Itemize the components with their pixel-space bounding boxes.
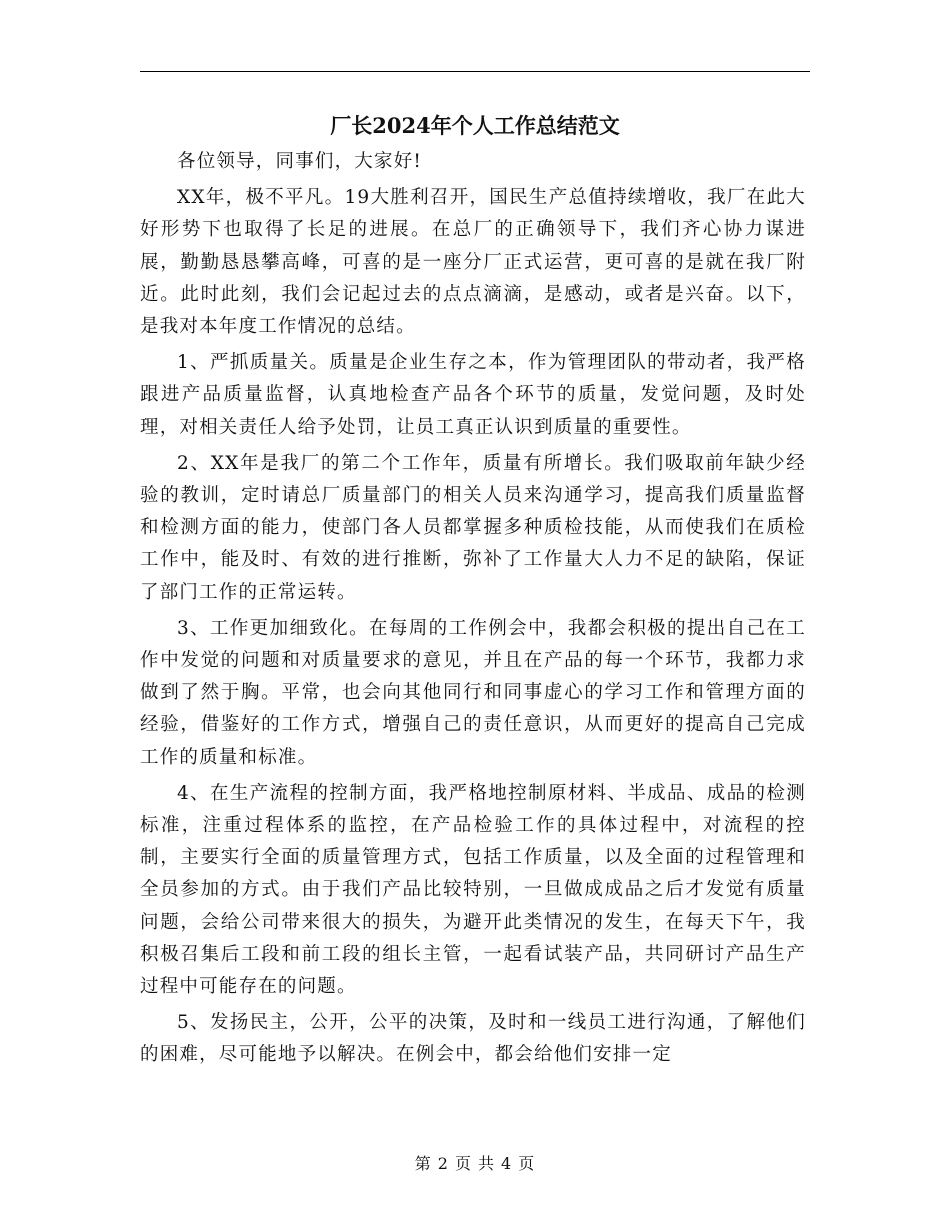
document-body <box>140 146 806 1076</box>
paragraph-item-5: 5、发扬民主，公开，公平的决策，及时和一线员工进行沟通，了解他们的困难，尽可能地予以解决。在例会中，都会给他们安排一定 <box>140 1012 806 1066</box>
footer-page-word: 页 <box>454 1154 472 1173</box>
footer-total-pages: 4 <box>501 1154 513 1173</box>
footer-total-word: 共 <box>478 1154 496 1173</box>
paragraph-item-3: 3、工作更加细致化。在每周的工作例会中，我都会积极的提出自己在工作中发觉的问题和对质量要求的意见，并且在产品的每一个环节，我都力求做到了然于胸。平常，也会向其他同行和同事虚心的学习工作和管理方面的经验，借鉴好的工作方式，增强自己的责任意识，从而更好的提高自己完成工作的质量和标准。 <box>140 617 806 768</box>
paragraph-item-4: 4、在生产流程的控制方面，我严格地控制原材料、半成品、成品的检测标准，注重过程体系的监控，在产品检验工作的具体过程中，对流程的控制，主要实行全面的质量管理方式，包括工作质量，以及全面的过程管理和全员参加的方式。由于我们产品比较特别，一旦做成成品之后才发觉有质量问题，会给公司带来很大的损失，为避开此类情况的发生，在每天下午，我积极召集后工段和前工段的组长主管，一起看试装产品，共同研讨产品生产过程中可能存在的问题。 <box>140 782 806 998</box>
footer-suffix: 页 <box>518 1154 536 1173</box>
footer-prefix: 第 <box>414 1154 432 1173</box>
document-title: 厂长2024年个人工作总结范文 <box>330 113 620 138</box>
header-rule <box>140 71 810 72</box>
paragraph-item-2: 2、XX年是我厂的第二个工作年，质量有所增长。我们吸取前年缺少经验的教训，定时请总厂质量部门的相关人员来沟通学习，提高我们质量监督和检测方面的能力，使部门各人员都掌握多种质检技能，从而使我们在质检工作中，能及时、有效的进行推断，弥补了工作量大人力不足的缺陷，保证了部门工作的正常运转。 <box>140 452 806 603</box>
footer-current-page: 2 <box>437 1154 449 1173</box>
paragraph-intro: XX年，极不平凡。19大胜利召开，国民生产总值持续增收，我厂在此大好形势下也取得了长足的进展。在总厂的正确领导下，我们齐心协力谋进展，勤勤恳恳攀高峰，可喜的是一座分厂正式运营，更可喜的是就在我厂附近。此时此刻，我们会记起过去的点点滴滴，是感动，或者是兴奋。以下，是我对本年度工作情况的总结。 <box>140 187 806 338</box>
paragraph-greeting: 各位领导，同事们，大家好! <box>177 151 423 172</box>
page-footer <box>0 1152 950 1176</box>
paragraph-item-1: 1、严抓质量关。质量是企业生存之本，作为管理团队的带动者，我严格跟进产品质量监督，认真地检查产品各个环节的质量，发觉问题，及时处理，对相关责任人给予处罚，让员工真正认识到质量的重要性。 <box>140 352 806 438</box>
